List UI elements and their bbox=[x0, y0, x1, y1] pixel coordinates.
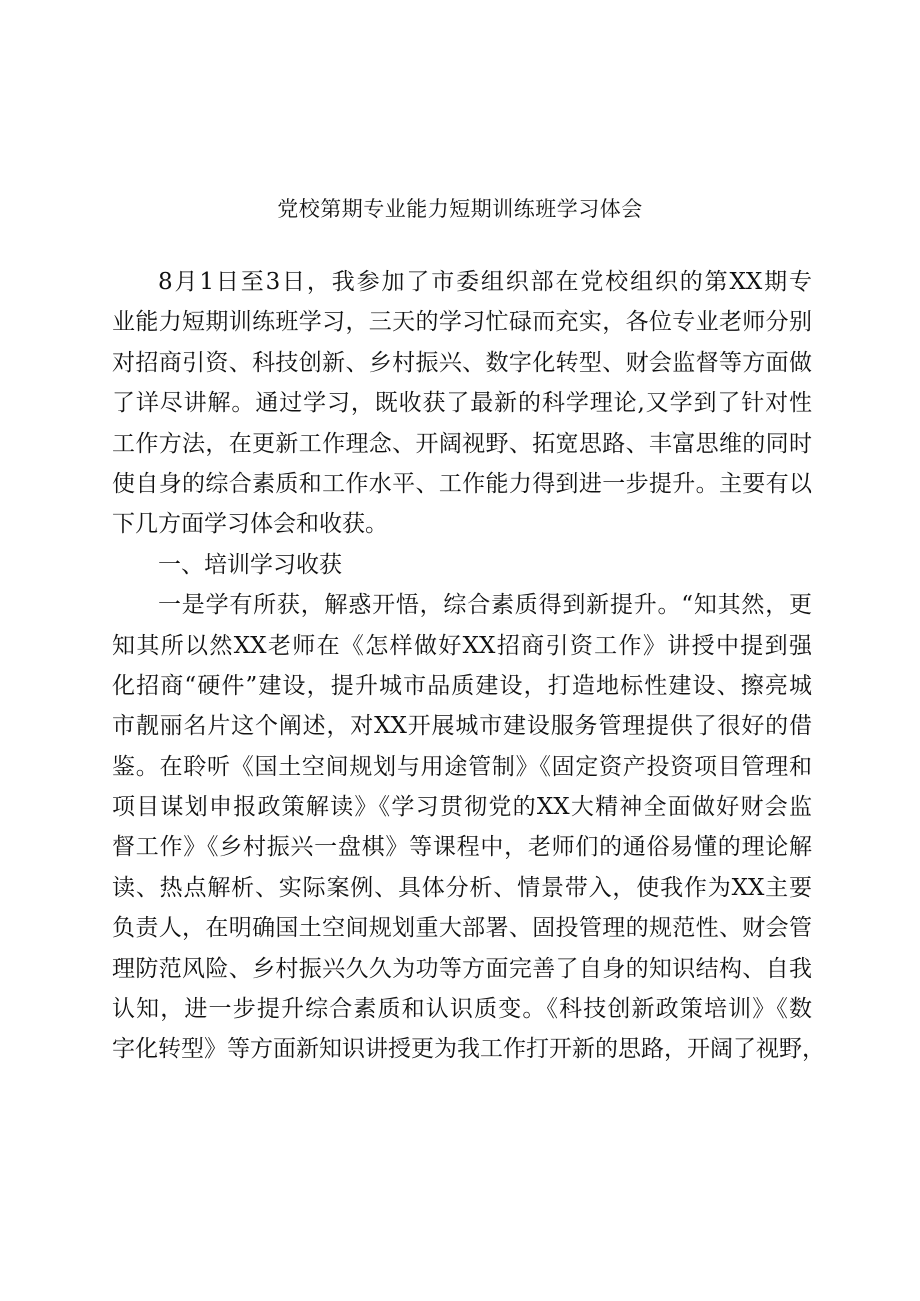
paragraph-line: 了详尽讲解。通过学习，既收获了最新的科学理论,又学到了针对性 bbox=[112, 390, 812, 417]
document-body bbox=[112, 262, 825, 1070]
paragraph-line: 对招商引资、科技创新、乡村振兴、数字化转型、财会监督等方面做 bbox=[112, 349, 812, 376]
paragraph-line: 督工作》《乡村振兴一盘棋》等课程中，老师们的通俗易懂的理论解 bbox=[112, 834, 812, 861]
paragraph-line: 下几方面学习体会和收获。 bbox=[112, 511, 388, 538]
paragraph-line: 工作方法，在更新工作理念、开阔视野、拓宽思路、丰富思维的同时 bbox=[112, 430, 812, 457]
paragraph-line: 理防范风险、乡村振兴久久为功等方面完善了自身的知识结构、自我 bbox=[112, 955, 812, 982]
paragraph-line: 知其所以然XX老师在《怎样做好XX招商引资工作》讲授中提到强 bbox=[112, 632, 812, 659]
paragraph-line: 市靓丽名片这个阐述，对XX开展城市建设服务管理提供了很好的借 bbox=[112, 713, 812, 740]
paragraph-line: 使自身的综合素质和工作水平、工作能力得到进一步提升。主要有以 bbox=[112, 470, 812, 497]
section-heading: 一、培训学习收获 bbox=[158, 551, 342, 578]
paragraph-line: 项目谋划申报政策解读》《学习贯彻党的XX大精神全面做好财会监 bbox=[112, 794, 812, 821]
paragraph-line: 一是学有所获，解惑开悟，综合素质得到新提升。“知其然，更 bbox=[158, 592, 812, 619]
document-title: 党校第期专业能力短期训练班学习体会 bbox=[277, 197, 643, 221]
paragraph-line: 业能力短期训练班学习，三天的学习忙碌而充实，各位专业老师分别 bbox=[112, 309, 812, 336]
paragraph-intro bbox=[112, 262, 812, 545]
paragraph-line: 认知，进一步提升综合素质和认识质变。《科技创新政策培训》《数 bbox=[112, 996, 812, 1023]
paragraph-line: 字化转型》等方面新知识讲授更为我工作打开新的思路，开阔了视野， bbox=[112, 1036, 825, 1063]
paragraph-line: 鉴。在聆听《国土空间规划与用途管制》《固定资产投资项目管理和 bbox=[112, 753, 812, 780]
paragraph-learning-gains bbox=[112, 585, 825, 1070]
paragraph-line: 负责人，在明确国土空间规划重大部署、固投管理的规范性、财会管 bbox=[112, 915, 812, 942]
paragraph-line: 8月1日至3日，我参加了市委组织部在党校组织的第XX期专 bbox=[158, 269, 812, 295]
paragraph-line: 化招商“硬件”建设，提升城市品质建设，打造地标性建设、擦亮城 bbox=[112, 672, 812, 699]
paragraph-line: 读、热点解析、实际案例、具体分析、情景带入，使我作为XX主要 bbox=[112, 874, 812, 901]
